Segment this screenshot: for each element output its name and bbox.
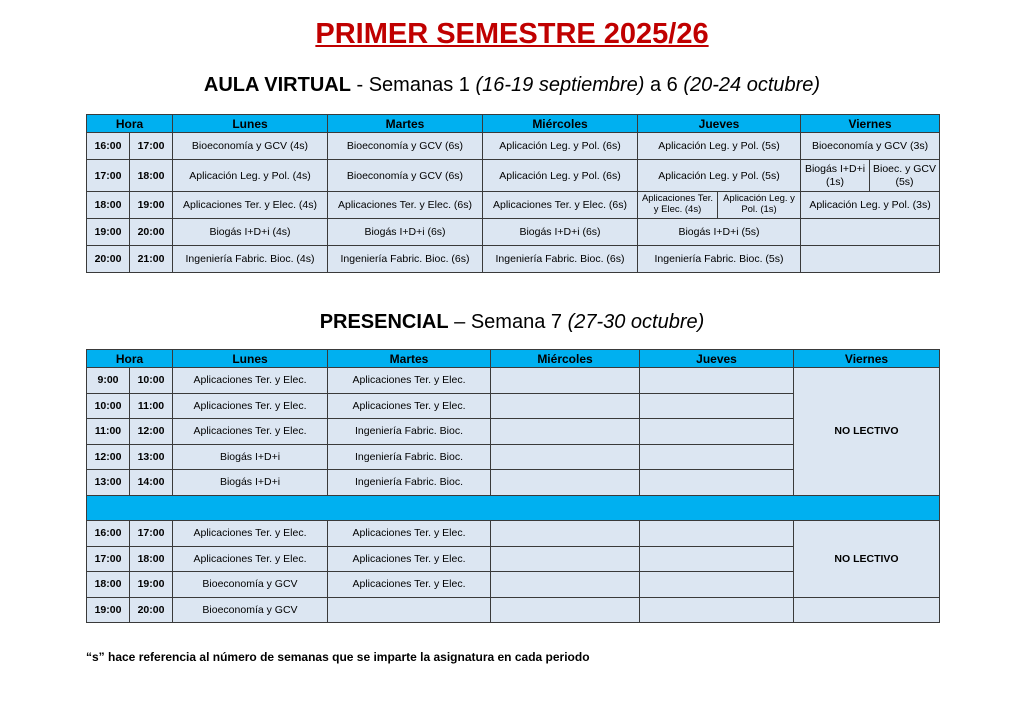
cell-miercoles: Aplicación Leg. y Pol. (6s) (483, 160, 638, 192)
cell-jueves: Aplicación Leg. y Pol. (5s) (638, 133, 801, 160)
cell-martes: Aplicaciones Ter. y Elec. (6s) (328, 192, 483, 219)
start-time: 19:00 (87, 219, 130, 246)
cell-miercoles: Aplicación Leg. y Pol. (6s) (483, 133, 638, 160)
table-row (87, 521, 940, 547)
cell-martes: Ingeniería Fabric. Bioc. (328, 419, 491, 445)
cell-miercoles (491, 419, 640, 445)
end-time: 21:00 (130, 246, 173, 273)
cell-viernes-b: Bioec. y GCV (5s) (870, 160, 940, 192)
start-time: 13:00 (87, 470, 130, 496)
start-time: 16:00 (87, 133, 130, 160)
end-time: 19:00 (130, 192, 173, 219)
cell-miercoles (491, 444, 640, 470)
header-miercoles: Miércoles (483, 115, 638, 133)
header-hora: Hora (87, 350, 173, 368)
end-time: 20:00 (130, 219, 173, 246)
no-lectivo-morning: NO LECTIVO (794, 368, 940, 496)
start-time: 11:00 (87, 419, 130, 445)
cell-jueves (640, 444, 794, 470)
start-time: 18:00 (87, 192, 130, 219)
cell-lunes: Ingeniería Fabric. Bioc. (4s) (173, 246, 328, 273)
footnote: “s” hace referencia al número de semanas que se imparte la asignatura en cada periodo (86, 650, 590, 664)
header-miercoles: Miércoles (491, 350, 640, 368)
start-time: 17:00 (87, 160, 130, 192)
header-lunes: Lunes (173, 350, 328, 368)
table-row (87, 192, 940, 219)
cell-miercoles (491, 368, 640, 394)
cell-miercoles (491, 546, 640, 572)
cell-martes: Aplicaciones Ter. y Elec. (328, 546, 491, 572)
cell-martes: Aplicaciones Ter. y Elec. (328, 368, 491, 394)
cell-miercoles: Ingeniería Fabric. Bioc. (6s) (483, 246, 638, 273)
cell-lunes: Aplicación Leg. y Pol. (4s) (173, 160, 328, 192)
end-time: 13:00 (130, 444, 173, 470)
end-time: 20:00 (130, 597, 173, 623)
table-row (87, 597, 940, 623)
cell-lunes: Biogás I+D+i (4s) (173, 219, 328, 246)
end-time: 14:00 (130, 470, 173, 496)
end-time: 11:00 (130, 393, 173, 419)
cell-martes: Ingeniería Fabric. Bioc. (328, 444, 491, 470)
cell-jueves-b: Aplicación Leg. y Pol. (1s) (718, 192, 801, 219)
cell-jueves (640, 597, 794, 623)
cell-viernes (801, 219, 940, 246)
cell-lunes: Bioeconomía y GCV (4s) (173, 133, 328, 160)
end-time: 19:00 (130, 572, 173, 598)
end-time: 18:00 (130, 160, 173, 192)
end-time: 17:00 (130, 133, 173, 160)
cell-lunes: Aplicaciones Ter. y Elec. (4s) (173, 192, 328, 219)
cell-viernes-a: Biogás I+D+i (1s) (801, 160, 870, 192)
cell-martes: Aplicaciones Ter. y Elec. (328, 521, 491, 547)
cell-miercoles (491, 470, 640, 496)
end-time: 18:00 (130, 546, 173, 572)
cell-lunes: Bioeconomía y GCV (173, 572, 328, 598)
cell-jueves-a: Aplicaciones Ter. y Elec. (4s) (638, 192, 718, 219)
table-row (87, 246, 940, 273)
start-time: 19:00 (87, 597, 130, 623)
virtual-heading: AULA VIRTUAL - Semanas 1 (16-19 septiembre) a 6 (20-24 octubre) (203, 74, 821, 96)
page-title: PRIMER SEMESTRE 2025/26 (315, 18, 709, 50)
no-lectivo-afternoon: NO LECTIVO (794, 521, 940, 598)
presencial-heading: PRESENCIAL – Semana 7 (27-30 octubre) (319, 311, 705, 333)
table-row (87, 133, 940, 160)
cell-miercoles: Biogás I+D+i (6s) (483, 219, 638, 246)
cell-viernes: Aplicación Leg. y Pol. (3s) (801, 192, 940, 219)
cell-martes: Ingeniería Fabric. Bioc. (6s) (328, 246, 483, 273)
separator-row (87, 495, 940, 521)
cell-martes: Biogás I+D+i (6s) (328, 219, 483, 246)
cell-jueves: Biogás I+D+i (5s) (638, 219, 801, 246)
table-row (87, 160, 940, 192)
cell-martes (328, 597, 491, 623)
start-time: 16:00 (87, 521, 130, 547)
cell-lunes: Biogás I+D+i (173, 444, 328, 470)
cell-martes: Aplicaciones Ter. y Elec. (328, 393, 491, 419)
header-hora: Hora (87, 115, 173, 133)
break-separator (87, 495, 940, 521)
cell-jueves: Ingeniería Fabric. Bioc. (5s) (638, 246, 801, 273)
cell-miercoles (491, 521, 640, 547)
table-row (87, 219, 940, 246)
table-row (87, 368, 940, 394)
cell-lunes: Aplicaciones Ter. y Elec. (173, 393, 328, 419)
header-martes: Martes (328, 350, 491, 368)
virtual-schedule-table (86, 114, 940, 273)
presencial-schedule-table (86, 349, 940, 623)
header-row (87, 115, 940, 133)
end-time: 10:00 (130, 368, 173, 394)
cell-jueves (640, 521, 794, 547)
cell-jueves (640, 546, 794, 572)
cell-jueves: Aplicación Leg. y Pol. (5s) (638, 160, 801, 192)
cell-viernes (801, 246, 940, 273)
header-lunes: Lunes (173, 115, 328, 133)
start-time: 20:00 (87, 246, 130, 273)
cell-martes: Aplicaciones Ter. y Elec. (328, 572, 491, 598)
start-time: 9:00 (87, 368, 130, 394)
header-jueves: Jueves (640, 350, 794, 368)
header-jueves: Jueves (638, 115, 801, 133)
cell-martes: Bioeconomía y GCV (6s) (328, 133, 483, 160)
cell-martes: Bioeconomía y GCV (6s) (328, 160, 483, 192)
header-viernes: Viernes (794, 350, 940, 368)
header-viernes: Viernes (801, 115, 940, 133)
cell-viernes (794, 597, 940, 623)
cell-lunes: Bioeconomía y GCV (173, 597, 328, 623)
cell-jueves (640, 572, 794, 598)
cell-viernes: Bioeconomía y GCV (3s) (801, 133, 940, 160)
start-time: 12:00 (87, 444, 130, 470)
cell-lunes: Biogás I+D+i (173, 470, 328, 496)
cell-lunes: Aplicaciones Ter. y Elec. (173, 521, 328, 547)
end-time: 12:00 (130, 419, 173, 445)
cell-jueves (640, 419, 794, 445)
cell-miercoles (491, 393, 640, 419)
header-martes: Martes (328, 115, 483, 133)
start-time: 18:00 (87, 572, 130, 598)
cell-jueves (640, 470, 794, 496)
cell-jueves (640, 393, 794, 419)
cell-miercoles (491, 597, 640, 623)
start-time: 17:00 (87, 546, 130, 572)
cell-lunes: Aplicaciones Ter. y Elec. (173, 368, 328, 394)
cell-miercoles (491, 572, 640, 598)
cell-miercoles: Aplicaciones Ter. y Elec. (6s) (483, 192, 638, 219)
end-time: 17:00 (130, 521, 173, 547)
header-row (87, 350, 940, 368)
cell-lunes: Aplicaciones Ter. y Elec. (173, 546, 328, 572)
cell-lunes: Aplicaciones Ter. y Elec. (173, 419, 328, 445)
cell-jueves (640, 368, 794, 394)
cell-martes: Ingeniería Fabric. Bioc. (328, 470, 491, 496)
start-time: 10:00 (87, 393, 130, 419)
